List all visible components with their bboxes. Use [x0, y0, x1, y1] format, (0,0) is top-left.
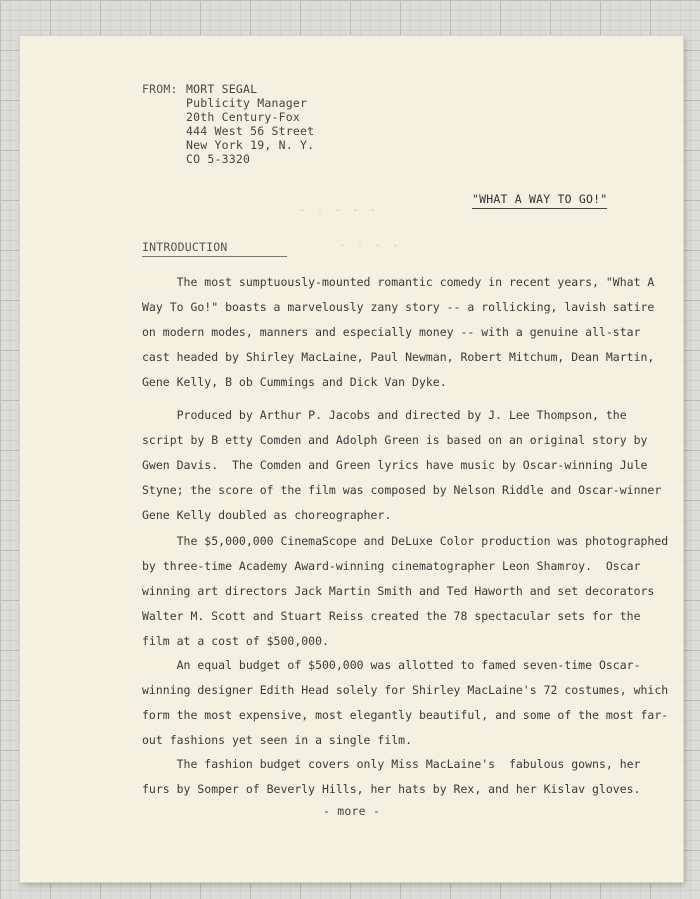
paragraph-3	[142, 529, 669, 654]
address-line: Publicity Manager	[186, 96, 308, 110]
text-line: The fashion budget covers only Miss MacLaine's fabulous gowns, her	[142, 757, 641, 771]
text-line: out fashions yet seen in a single film.	[142, 733, 413, 747]
text-line: on modern modes, manners and especially money -- with a genuine all-star	[142, 325, 641, 339]
more-indicator: - more -	[323, 804, 380, 818]
text-line: winning designer Edith Head solely for Shirley MacLaine's 72 costumes, which	[142, 683, 669, 697]
paper-speckle: · · · · ·	[300, 206, 380, 215]
text-line: Produced by Arthur P. Jacobs and directed by J. Lee Thompson, the	[142, 408, 627, 422]
text-line: film at a cost of $500,000.	[142, 634, 329, 648]
text-line: furs by Somper of Beverly Hills, her hats by Rex, and her Kislav gloves.	[142, 782, 641, 796]
text-line: form the most expensive, most elegantly beautiful, and some of the most far-	[142, 708, 669, 722]
text-line: winning art directors Jack Martin Smith and Ted Haworth and set decorators	[142, 584, 655, 598]
text-line: script by B etty Comden and Adolph Green is based on an original story by	[142, 433, 648, 447]
paper-speckle: · · · ·	[340, 241, 402, 250]
text-line: Walter M. Scott and Stuart Reiss created the 78 spectacular sets for the	[142, 609, 641, 623]
paragraph-1	[142, 270, 655, 395]
document-page	[20, 36, 683, 882]
document-title: "WHAT A WAY TO GO!"	[472, 192, 607, 209]
address-line: MORT SEGAL	[186, 82, 258, 96]
address-line: 444 West 56 Street	[186, 124, 315, 138]
address-line: CO 5-3320	[186, 152, 251, 166]
text-line: cast headed by Shirley MacLaine, Paul Newman, Robert Mitchum, Dean Martin,	[142, 350, 655, 364]
text-line: Gene Kelly doubled as choreographer.	[142, 508, 392, 522]
text-line: An equal budget of $500,000 was allotted to famed seven-time Oscar-	[142, 658, 641, 672]
text-line: Styne; the score of the film was composed by Nelson Riddle and Oscar-winner	[142, 483, 662, 497]
text-line: The $5,000,000 CinemaScope and DeLuxe Color production was photographed	[142, 534, 669, 548]
section-heading: INTRODUCTION	[142, 240, 287, 257]
sender-address	[186, 82, 314, 166]
address-line: New York 19, N. Y.	[186, 138, 315, 152]
paragraph-5	[142, 752, 641, 802]
from-label: FROM:	[142, 82, 178, 96]
paragraph-4	[142, 653, 669, 753]
text-line: The most sumptuously-mounted romantic comedy in recent years, "What A	[142, 275, 655, 289]
address-line: 20th Century-Fox	[186, 110, 300, 124]
text-line: Way To Go!" boasts a marvelously zany story -- a rollicking, lavish satire	[142, 300, 655, 314]
paragraph-2	[142, 403, 662, 528]
text-line: by three-time Academy Award-winning cinematographer Leon Shamroy. Oscar	[142, 559, 641, 573]
text-line: Gene Kelly, B ob Cummings and Dick Van Dyke.	[142, 375, 447, 389]
text-line: Gwen Davis. The Comden and Green lyrics have music by Oscar-winning Jule	[142, 458, 648, 472]
